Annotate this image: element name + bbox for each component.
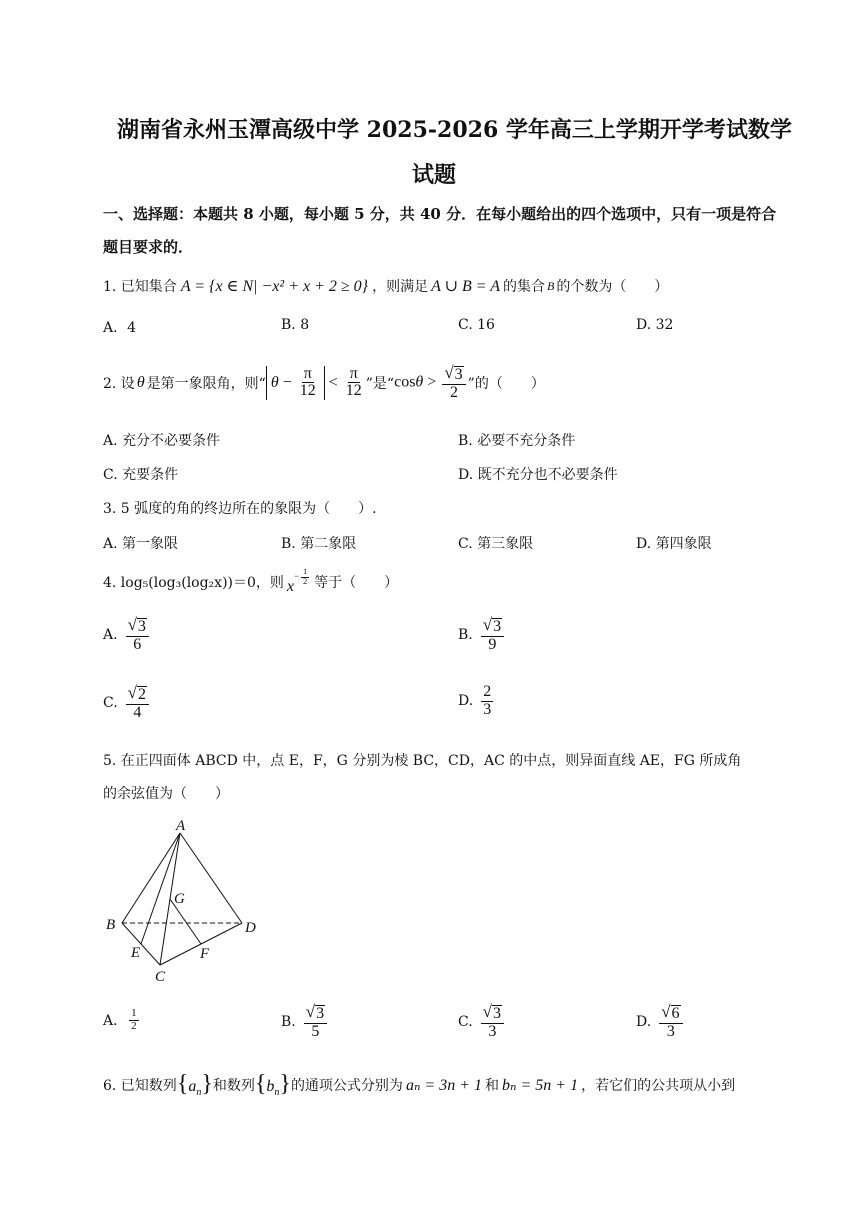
q5-option-b-label: B. xyxy=(281,1013,296,1030)
q1-tail: 的集合 xyxy=(503,279,546,295)
q4-text2: 等于（ ） xyxy=(314,575,399,591)
q5-option-c-value: √ 3 3 xyxy=(481,1003,504,1041)
label-b: B xyxy=(106,917,116,933)
q4-option-d-value: $\frac{2}{3}$ xyxy=(483,683,492,718)
q4-option-c-value: √ 2 4 xyxy=(126,684,149,722)
question-2 xyxy=(103,364,545,402)
label-g: G xyxy=(174,891,185,907)
q2-text3: ”的（ ） xyxy=(467,375,545,392)
q5-option-a[interactable] xyxy=(103,1008,141,1032)
q3-option-a[interactable]: A. 第一象限 xyxy=(103,536,179,552)
q6-and: 和 xyxy=(485,1077,500,1094)
q6-an: aₙ = 3n + 1 xyxy=(405,1076,483,1094)
q2-text2: ”是“ xyxy=(365,375,395,392)
q2-option-c[interactable]: C. 充要条件 xyxy=(103,467,179,483)
q3-option-c[interactable]: C. 第三象限 xyxy=(458,536,534,552)
q6-text3: 的通项公式分别为 xyxy=(290,1077,403,1094)
section-heading: 一、选择题：本题共 8 小题，每小题 5 分，共 40 分．在每小题给出的四个选项中，只有一项是符合 xyxy=(103,205,777,223)
q1-option-b[interactable]: B. 8 xyxy=(281,317,310,333)
q1-option-d[interactable]: D. 32 xyxy=(636,317,674,333)
q1-option-c[interactable]: C. 16 xyxy=(458,317,495,333)
label-f: F xyxy=(200,946,210,962)
q6-seq-b: $\{b_n\}$ xyxy=(254,1071,291,1099)
q3-option-b[interactable]: B. 第二象限 xyxy=(281,536,357,552)
q6-text4: ，若它们的公共项从小到 xyxy=(581,1077,736,1094)
page-title: 湖南省永州玉潭高级中学 2025-2026 学年高三上学期开学考试数学 xyxy=(117,117,792,143)
segment-ae xyxy=(141,833,180,944)
q5-option-d-value: √ 6 3 xyxy=(659,1003,682,1041)
q4-option-a-label: A. xyxy=(103,626,118,643)
q4-option-d[interactable] xyxy=(458,684,495,719)
q1-b: B xyxy=(547,278,555,293)
q4-option-a[interactable] xyxy=(103,616,151,654)
label-c: C xyxy=(155,969,166,985)
q5-option-c[interactable] xyxy=(458,1003,506,1041)
q4-option-a-value: √ 3 6 xyxy=(126,616,149,654)
q6-bn: bₙ = 5n + 1 xyxy=(502,1076,579,1094)
q1-end: 的个数为（ ） xyxy=(556,279,669,295)
q1-lead: 1. 已知集合 xyxy=(103,279,177,295)
label-a: A xyxy=(176,818,186,834)
q3-option-d[interactable]: D. 第四象限 xyxy=(636,536,712,552)
q5-option-a-label: A． xyxy=(103,1013,128,1030)
edge-ab xyxy=(122,833,180,923)
q5-option-b[interactable] xyxy=(281,1003,329,1041)
question-5: 5. 在正四面体 ABCD 中，点 E，F，G 分别为棱 BC，CD，AC 的中点，则异面直线 AE，FG 所成角 xyxy=(103,753,742,769)
q2-text1: 是第一象限角，则“ xyxy=(146,375,266,392)
tetrahedron-figure xyxy=(100,815,270,985)
question-4 xyxy=(103,567,399,596)
q4-option-b[interactable] xyxy=(458,616,506,654)
q5-option-d-label: D. xyxy=(636,1013,652,1030)
q4-power: $x^{- \frac{1}{2}}$ xyxy=(286,567,308,596)
q4-option-b-value: √ 3 9 xyxy=(481,616,504,654)
question-5-line2: 的余弦值为（ ） xyxy=(103,786,229,802)
q2-theta: θ xyxy=(136,373,145,391)
q4-option-d-label: D. xyxy=(458,693,474,710)
question-3: 3. 5 弧度的角的终边所在的象限为（ ）. xyxy=(103,501,377,517)
q5-option-a-value: $\frac{1}{2}$ xyxy=(131,1007,137,1032)
q5-option-b-value: √ 3 5 xyxy=(304,1003,327,1041)
q2-option-b[interactable]: B. 必要不充分条件 xyxy=(458,433,576,449)
q1-set: A = {x ∈ N| −x² + x + 2 ≥ 0} xyxy=(180,278,369,295)
question-6 xyxy=(103,1071,735,1098)
q6-seq-a: $\{a_n\}$ xyxy=(176,1071,213,1099)
edge-ad xyxy=(180,833,242,923)
question-1 xyxy=(103,276,668,296)
q5-option-d[interactable] xyxy=(636,1003,685,1041)
q6-text1: 6. 已知数列 xyxy=(103,1077,177,1094)
q4-option-c-label: C. xyxy=(103,694,118,711)
q4-text1: 4. log₅(log₃(log₂x))＝0，则 xyxy=(103,575,284,591)
q2-expr1: θ − $\frac{\pi}{12}$ < $\frac{\pi}{12}$ xyxy=(266,366,366,401)
section-heading-line2: 题目要求的． xyxy=(103,238,194,256)
q2-option-d[interactable]: D. 既不充分也不必要条件 xyxy=(458,467,618,483)
q4-option-c[interactable] xyxy=(103,684,151,722)
q6-text2: 和数列 xyxy=(212,1077,255,1094)
q1-option-a[interactable]: A．4 xyxy=(103,320,137,336)
q1-cond: A ∪ B = A xyxy=(431,278,501,295)
label-d: D xyxy=(245,920,256,936)
page-title-line2: 试题 xyxy=(412,162,457,188)
q2-expr2: cosθ > √ 3 2 xyxy=(394,364,468,402)
q5-option-c-label: C. xyxy=(458,1013,473,1030)
label-e: E xyxy=(131,945,141,961)
q1-mid: ，则满足 xyxy=(372,279,429,295)
q4-option-b-label: B. xyxy=(458,626,473,643)
q2-lead: 2. 设 xyxy=(103,375,135,392)
q2-option-a[interactable]: A. 充分不必要条件 xyxy=(103,433,221,449)
